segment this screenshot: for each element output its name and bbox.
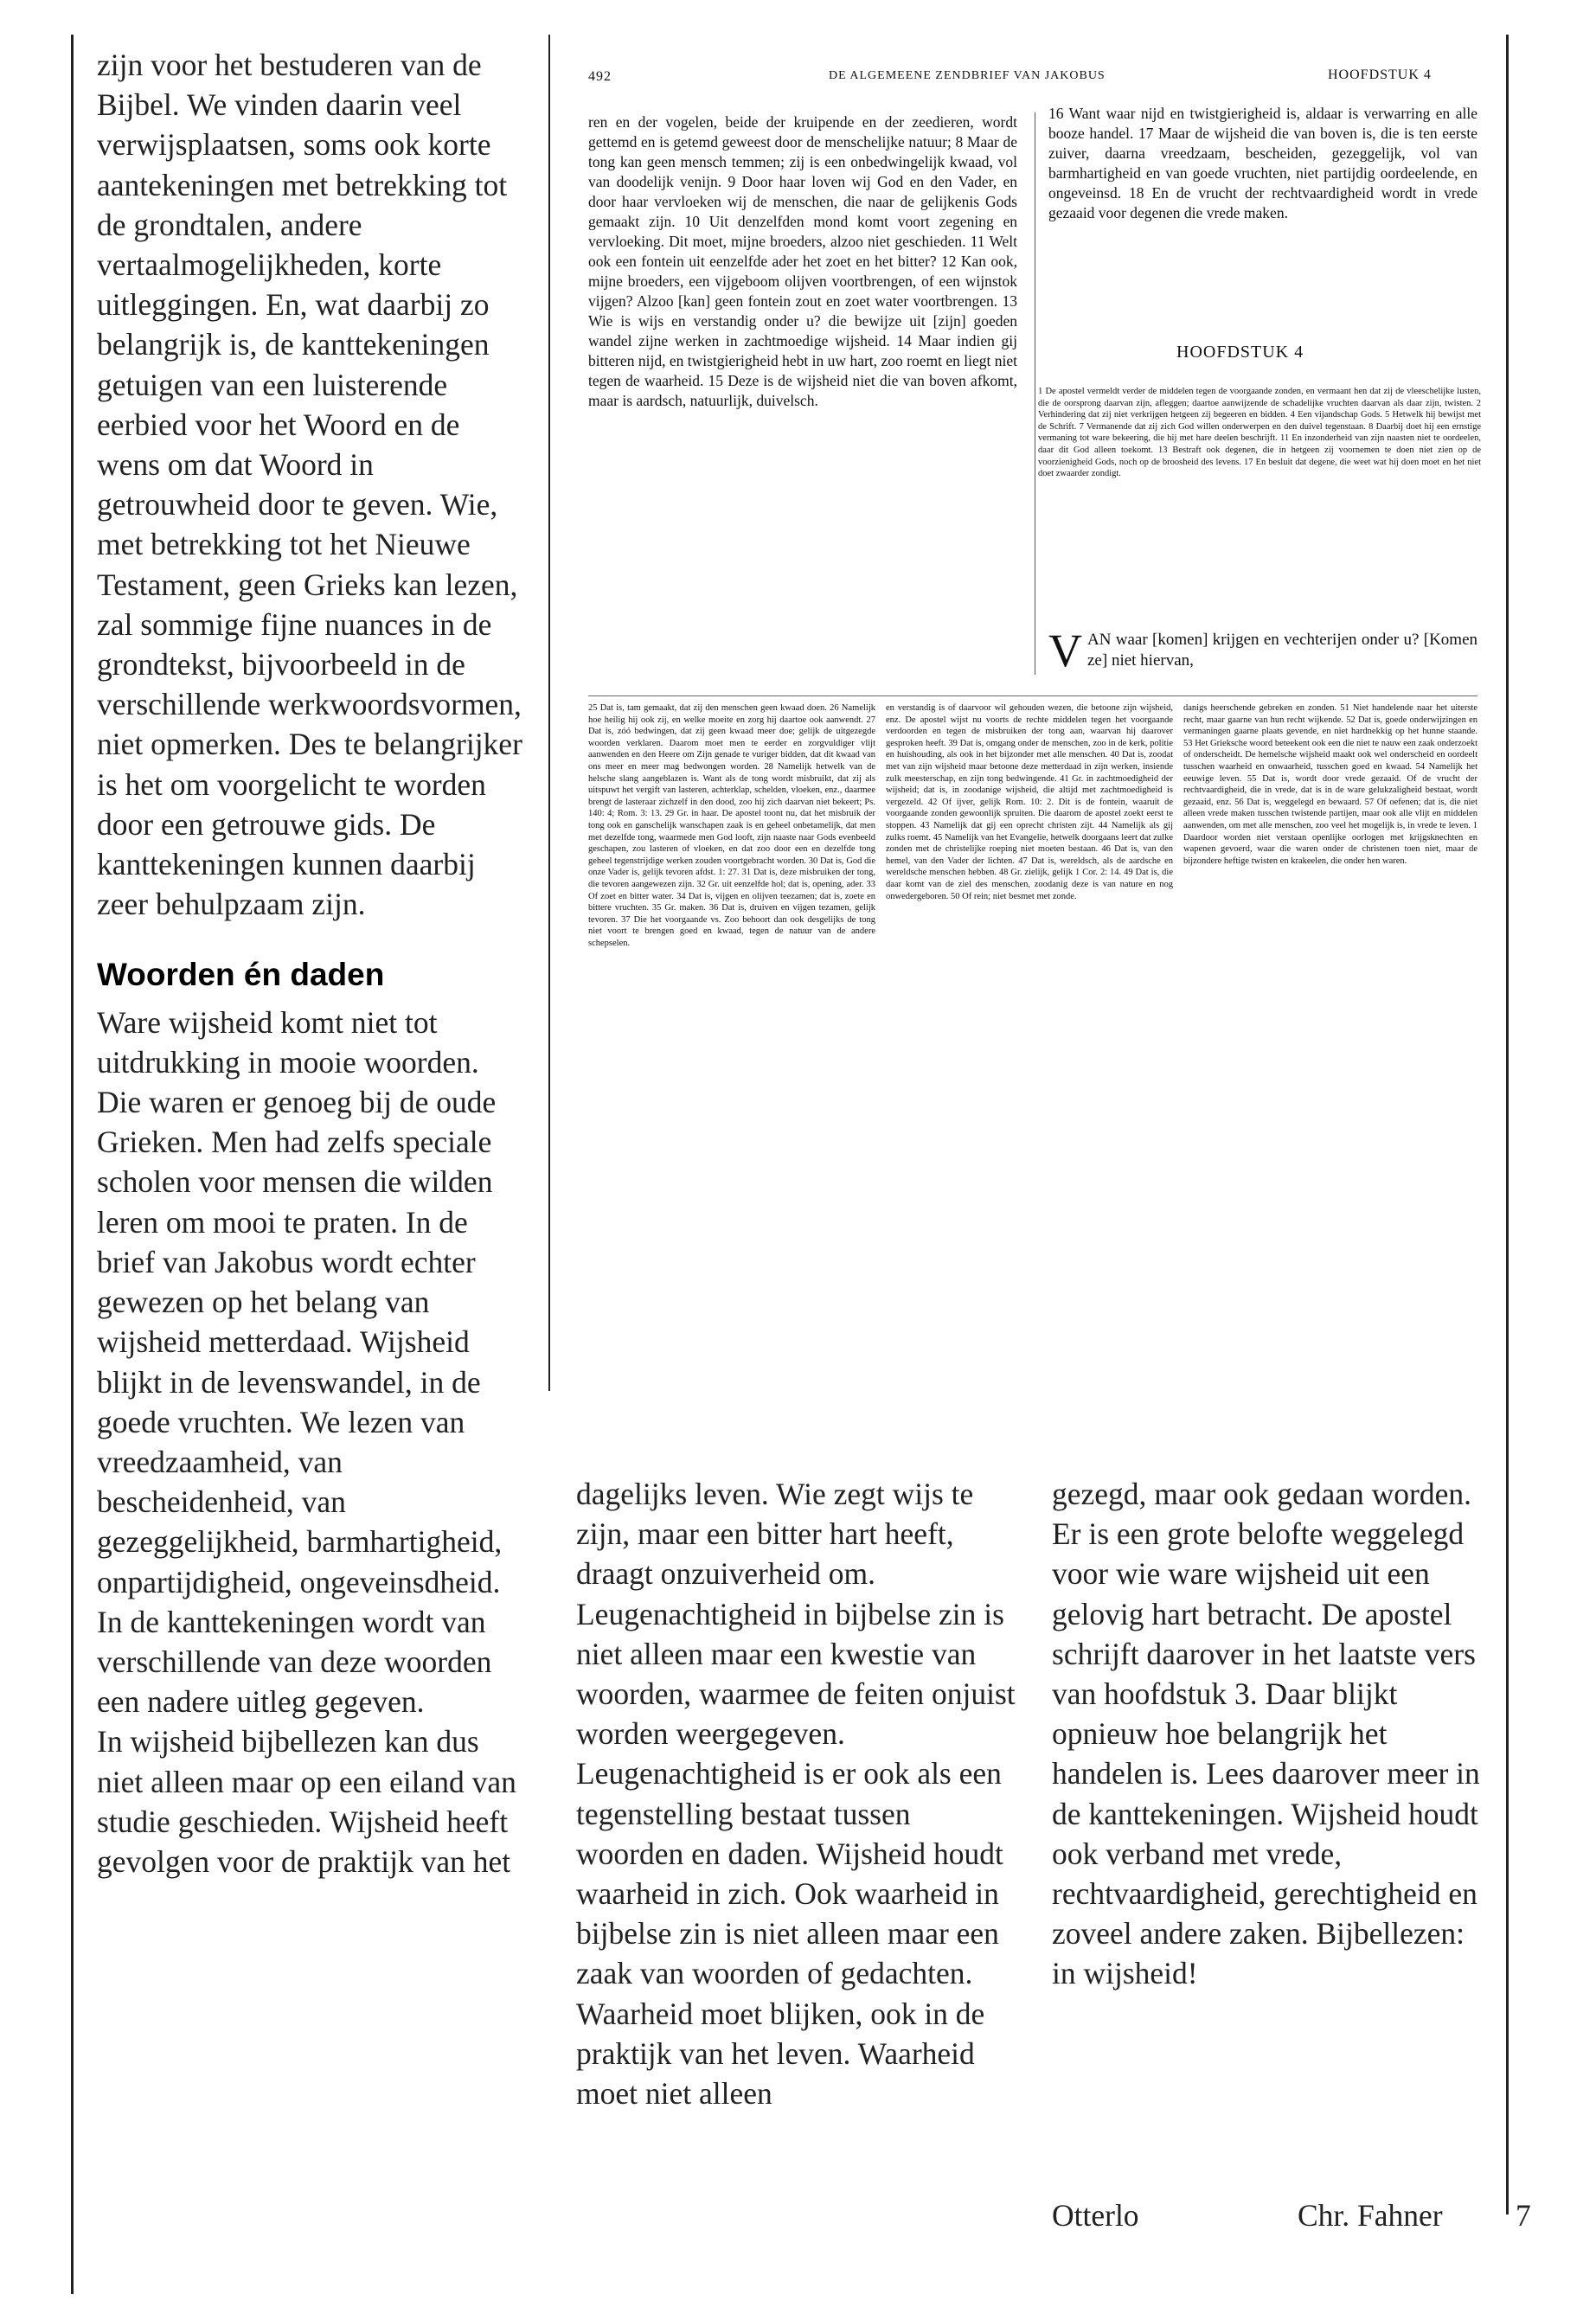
bible-chapter-summary: 1 De apostel vermeldt verder de middelen tegen de voorgaande zonden, en vermaant hen dat zij de vleeschelijke lusten, die de oorsprong daarvan zijn, afleggen; daartoe aanwijzende de schadelijke vruchten daarvan als daar zijn, twisten. 2 Verhindering dat zij niet verkrijgen hetgeen zij begeeren en bidden. 4 Een vijandschap Gods. 5 Hetwelk hij bewijst met de Schrift. 7 Vermanende dat zij zich God willen onderwerpen en den duivel tegenstaan. 8 Daarbij doet hij een ernstige vermaning tot ware bekeering, die hij met hare deelen beschrijft. 11 En inzonderheid van zijn naasten niet te oordeelen, daar dit God alleen toekomt. 13 Bestraft ook degenen, die in hetgeen zij voornemen te doen niet zien op de voorzienigheid Gods, noch op de broosheid des levens. 17 En besluit dat degene, die weet wat hij doen moet en het niet doet zwaarder zondigt. (1038, 387, 1481, 479)
bible-notes-col-2: en verstandig is of daarvoor wil gehouden wezen, die betoone zijn wijsheid, enz. De apostel wijst nu voorts de rechte middelen tegen het voorgaande verdoorden en tegen de misbruiken der tong aan, waarvan hij daarover gesproken heeft. 39 Dat is, omgang onder de menschen, zoo in de kerk, politie en huishouding, als ook in het bijzonder met alle menschen. 40 Dat is, zoodat met van zijn wijsheid maar betoone deze metterdaad in zijn werken, insiende zulk meesterschap, en zijn tong bedwingende. 41 Gr. in zachtmoedigheid der wijsheid; dat is, in zoodanige wijsheid, die altijd met zachtmoedigheid is vergezeld. 42 Of ijver, gelijk Rom. 10: 2. Dit is de fontein, waaruit de voorgaande zonden gewoonlijk spruiten. Die daarom de apostel zoekt eerst te stoppen. 43 Namelijk dat gij een oprecht christen zijt. 44 Namelijk als gij zulks roemt. 45 Namelijk van het Evangelie, hetwelk doorgaans leert dat zulke zonden met de christelijke roeping niet moeten bestaan. 46 Dat is, van den hemel, van den Vader der lichten. 47 Dat is, wereldsch, als de aardsche en wereldsche menschen hebben. 48 Gr. zielijk, gelijk 1 Cor. 2: 14. 49 Dat is, die daar komt van de ziel des menschen, zoodanig deze is van nature en nog onwedergeboren. 50 Of rein; niet besmet met zonde. (886, 703, 1173, 901)
bible-chapter-label: HOOFDSTUK 4 (1328, 67, 1432, 82)
signature-author: Chr. Fahner (1298, 2198, 1443, 2233)
article-column-3 (1052, 1474, 1484, 1994)
right-margin-rule (1506, 35, 1509, 2214)
section-heading: Woorden én daden (97, 957, 385, 993)
paragraph-col2: dagelijks leven. Wie zegt wijs te zijn, maar een bitter hart heeft, draagt onzuiverheid om. Leugenachtigheid in bijbelse zin is niet alleen maar een kwestie van woorden, waarmee de feiten onjuist worden weergegeven. Leugenachtigheid is er ook als een tegenstelling bestaat tussen woorden en daden. Wijsheid houdt waarheid in zich. Ook waarheid in bijbelse zin is niet alleen maar een zaak van woorden of gedachten. Waarheid moet blijken, ook in de praktijk van het leven. Waarheid moet niet alleen (576, 1477, 1016, 2112)
bible-page-number: 492 (588, 69, 612, 84)
paragraph-wijsheid: In wijsheid bijbellezen kan dus niet alleen maar op een eiland van studie geschieden. Wijsheid heeft gevolgen voor de praktijk van het (97, 1724, 516, 1879)
paragraph-intro: zijn voor het bestuderen van de Bijbel. We vinden daarin veel verwijsplaatsen, soms ook korte aantekeningen met betrekking tot de grondtalen, andere vertaalmogelijkheden, korte uitleggingen. En, wat daarbij zo belangrijk is, de kanttekeningen getuigen van een luisterende eerbied voor het Woord en de wens om dat Woord in getrouwheid door te geven. Wie, met betrekking tot het Nieuwe Testament, geen Grieks kan lezen, zal sommige fijne nuances in de grondtekst, bijvoorbeeld in de verschillende werkwoordsvormen, niet opmerken. Des te belangrijker is het om voorgelicht te worden door een getrouwe gids. De kanttekeningen kunnen daarbij zeer behulpzaam zijn. (97, 48, 522, 922)
bible-notes-col-1: 25 Dat is, tam gemaakt, dat zij den menschen geen kwaad doen. 26 Namelijk hoe heilig hij ook zij, en welke moeite en zorg hij daartoe ook aanwendt. 27 Dat is, zóó bedwingen, dat zij geen kwaad meer doe; gelijk de uitgezegde woorden verklaren. Daarom moet men te eerder en zorgvuldiger vlijt aanwenden en den Heere om Zijn genade te vuriger bidden, dat dit kwaad van ons meer en meer mag bedwongen worden. 28 Namelijk hetwelk van de helsche slang aangeblazen is. Want als de tong wordt misbruikt, dat zij als uitspuwt het vergift van lasteren, achterklap, schelden, vloeken, enz., daarmee brengt de lasteraar zichzelf in den dood, zoo hij zich daarvan niet bekeert; Ps. 140: 4; Rom. 3: 13. 29 Gr. in haar. De apostel toont nu, dat het misbruik der tong ook en ganschelijk wanschapen zaak is en geheel onbetamelijk, dat men met dezelfde tong, waarmede men God looft, zijn naaste naar Gods evenbeeld geschapen, zou lasteren of vloeken, en dat zoo door een en dezelfde tong geheel tegenstrijdige werken zouden voortgebracht worden. 30 Dat is, God die onze Vader is, gelijk tevoren afdst. 1: 27. 31 Dat is, deze misbruiken der tong, die tevoren aangewezen zijn. 32 Gr. uit eenzelfde hol; dat is, opening, ader. 33 Of zoet en bitter water. 34 Dat is, vijgen en olijven teezamen; dat is, zoete en bittere vruchten. 35 Gr. maken. 36 Dat is, druiven en vijgen tezamen, gelijk tevoren. 37 Die het voorgaande vs. Zoo behoort dan ook desgelijks de tong niet voort te brengen goed en kwaad, tegen de natuur van de andere schepselen. (588, 703, 875, 948)
paragraph-woorden: Ware wijsheid komt niet tot uitdrukking in mooie woorden. Die waren er genoeg bij de oude Grieken. Men had zelfs speciale scholen voor mensen die wilden leren om mooi te praten. In de brief van Jakobus wordt echter gewezen op het belang van wijsheid metterdaad. Wijsheid blijkt in de levenswandel, in de goede vruchten. We lezen van vreedzaamheid, van bescheidenheid, van gezeggelijkheid, barmhartigheid, onpartijdigheid, ongeveinsdheid. In de kanttekeningen wordt van verschillende van deze woorden een nadere uitleg gegeven. (97, 1004, 503, 1720)
bible-running-title: DE ALGEMEENE ZENDBRIEF VAN JAKOBUS (829, 69, 1106, 82)
dropcap-letter: V (1048, 625, 1082, 676)
bible-right-text: 16 Want waar nijd en twistgierigheid is, aldaar is verwarring en alle booze handel. 17 Maar de wijsheid die van boven is, die is ten eerste zuiver, daarna vreedzaam, bescheiden, gezeggelijk, vol van barmhartigheid en van goede vruchten, niet partijdig oordeelende, en ongeveinsd. 18 En de vrucht der rechtvaardigheid wordt in vrede gezaaid voor degenen die vrede maken. (1048, 105, 1477, 221)
signature-place: Otterlo (1052, 2198, 1139, 2233)
notes-top-rule (588, 695, 1477, 696)
bible-chapter-4-start: V AN waar [komen] krijgen en vechterijen onder u? [Komen ze] niet hiervan, (1048, 625, 1477, 676)
paragraph-col3b: Er is een grote belofte weggelegd voor wie ware wijsheid uit een gelovig hart betracht. De apostel schrijft daarover in het laatste vers van hoofdstuk 3. Daar blijkt opnieuw hoe belangrijk het handelen is. Lees daarover meer in de kanttekeningen. Wijsheid houdt ook verband met vrede, rechtvaardigheid, gerechtigheid en zoveel andere zaken. Bijbellezen: in wijsheid! (1052, 1516, 1480, 1991)
page-number: 7 (1516, 2198, 1531, 2233)
left-margin-rule (71, 35, 74, 2294)
bible-notes-col-3: danigs heerschende gebreken en zonden. 51 Niet handelende naar het uiterste recht, maar gaarne van hun recht wijkende. 52 Dat is, goede onderwijzingen en vermaningen gaarne plaats gevende, en niet hardnekkig op het hunne staande. 53 Het Grieksche woord beteekent ook een die niet te nauw een zaak onderzoekt of onderscheidt. De hemelsche wijsheid maakt ook wel onderscheid en oordeelt tusschen waarheid en onwaarheid, tusschen goed en kwaad. 54 Namelijk het eeuwige leven. 55 Dat is, wordt door vrede gezaaid. Of de vrucht der rechtvaardigheid, die in vrede, dat is in de ware gelukzaligheid bestaat, wordt gezaaid, enz. 56 Dat is, weggelegd en bewaard. 57 Of oefenen; dat is, die niet alleen vrede maken tusschen twistende partijen, maar ook alle vlijt en middelen aanwenden, om met alle menschen, zoo veel het mogelijk is, in vrede te leven. 1 Daardoor worden niet verstaan openlijke oorlogen met krijgsknechten en wapenen gevoerd, waar die waren onder de christenen toen niet, maar de bijzondere heftige twisten en krakeelen, die onder hen waren. (1183, 703, 1477, 866)
bible-chapter-heading: HOOFDSTUK 4 (1176, 343, 1304, 362)
article-column-2 (576, 1474, 1017, 2113)
bible-left-text: ren en der vogelen, beide der kruipende en der zeedieren, wordt gettemd en is getemd geweest door de menschelijke natuur; 8 Maar de tong kan geen mensch temmen; zij is een onbedwingelijk kwaad, vol van doodelijk venijn. 9 Door haar loven wij God en den Vader, en door haar vervloeken wij de menschen, die naar de gelijkenis Gods gemaakt zijn. 10 Uit denzelfden mond komt voort zegening en vervloeking. Dit moet, mijne broeders, alzoo niet geschieden. 11 Welt ook een fontein uit eenzelfde ader het zoet en het bitter? 12 Kan ook, mijne broeders, een vijgeboom olijven voortbrengen, of een wijnstok vijgen? Alzoo [kan] geen fontein zout en zoet water voortbrengen. 13 Wie is wijs en verstandig onder u? die bewijze uit [zijn] goeden wandel zijne werken in zachtmoedige wijsheid. 14 Maar indien gij bitteren nijd, en twistgierigheid hebt in uw hart, zoo roemt en liegt niet tegen de waarheid. 15 Deze is de wijsheid niet die van boven afkomt, maar is aardsch, natuurlijk, duivelsch. (588, 113, 1017, 409)
column-divider-rule (548, 35, 550, 1391)
article-column-1 (97, 45, 526, 1881)
paragraph-col3a: gezegd, maar ook gedaan worden. (1052, 1477, 1471, 1511)
